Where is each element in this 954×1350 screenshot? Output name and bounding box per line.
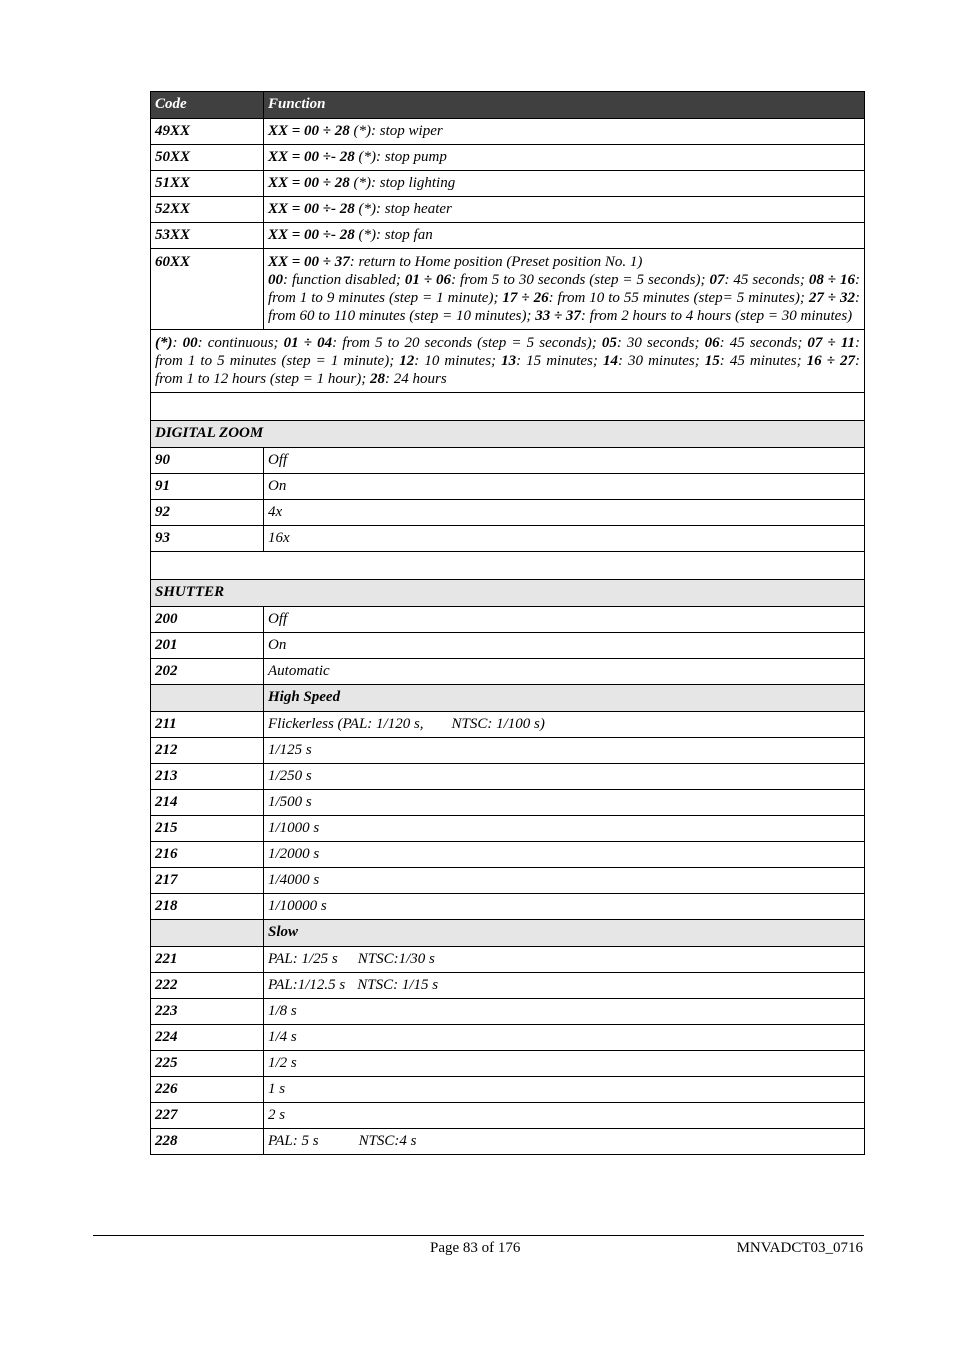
- row-value: 4x: [264, 500, 865, 526]
- value-text: : from 2 hours to 4 hours (step = 30 minutes): [580, 308, 853, 324]
- note-part: : 15 minutes;: [516, 353, 603, 369]
- note-part: : 45 minutes;: [719, 353, 807, 369]
- row-value: [264, 973, 865, 999]
- note-key: 07 ÷ 11: [807, 335, 856, 351]
- section-title: DIGITAL ZOOM: [151, 421, 865, 448]
- header-code: Code: [151, 92, 264, 119]
- note-key: 05: [601, 335, 617, 351]
- row-code: 50XX: [151, 145, 264, 171]
- section-shutter: [151, 580, 865, 607]
- row-value: 1/125 s: [264, 738, 865, 764]
- value-text: : 45 seconds;: [724, 272, 809, 288]
- note-part: : from 1 to 5 minutes (step = 1 minute);: [155, 335, 861, 369]
- row-code: 53XX: [151, 223, 264, 249]
- row-code: 211: [151, 712, 264, 738]
- value-key: 17 ÷ 26: [502, 290, 549, 306]
- row-value: 16x: [264, 526, 865, 552]
- subsection-blank: [151, 920, 264, 947]
- row-code: 215: [151, 816, 264, 842]
- value-text: : from 60 to 110 minutes (step = 10 minutes);: [268, 290, 860, 324]
- note-part: : from 1 to 12 hours (step = 1 hour);: [155, 353, 860, 387]
- value-key: 07: [709, 272, 725, 288]
- table-row: [151, 1077, 865, 1103]
- table-row: [151, 764, 865, 790]
- note-key: 14: [602, 353, 618, 369]
- subsection-title: Slow: [264, 920, 865, 947]
- value-text: : from 10 to 55 minutes (step= 5 minutes);: [548, 290, 809, 306]
- row-code: 51XX: [151, 171, 264, 197]
- table-row: [151, 659, 865, 685]
- note-part: : 30 minutes;: [617, 353, 705, 369]
- value-text: : from 5 to 30 seconds (step = 5 seconds);: [451, 272, 710, 288]
- row-code: 224: [151, 1025, 264, 1051]
- section-digital-zoom: [151, 421, 865, 448]
- row-value: 1/250 s: [264, 764, 865, 790]
- command-table: [150, 91, 865, 1155]
- note-part: : 30 seconds;: [616, 335, 705, 351]
- home-expr: XX = 00 ÷ 37: [268, 254, 350, 270]
- note-key: 13: [501, 353, 517, 369]
- row-function: [264, 145, 865, 171]
- row-value: On: [264, 633, 865, 659]
- subsection-high-speed: [151, 685, 865, 712]
- note-part: : continuous;: [197, 335, 284, 351]
- header-function: Function: [264, 92, 865, 119]
- row-code: 226: [151, 1077, 264, 1103]
- table-row: [151, 474, 865, 500]
- value-key: 33 ÷ 37: [535, 308, 581, 324]
- table-row: [151, 1103, 865, 1129]
- spacer-row: [151, 393, 865, 421]
- home-text: : return to Home position (Preset position No. 1): [349, 254, 643, 270]
- row-expr: XX = 00 ÷- 28: [268, 227, 355, 243]
- home-function: [264, 249, 865, 330]
- value-key: 00: [268, 272, 283, 288]
- note-key: 16 ÷ 27: [806, 353, 855, 369]
- table-row: [151, 973, 865, 999]
- row-code: 60XX: [151, 249, 264, 330]
- footer-divider: [93, 1235, 864, 1236]
- row-value: [264, 712, 865, 738]
- row-value: 1/500 s: [264, 790, 865, 816]
- row-code: 200: [151, 607, 264, 633]
- note-key: 15: [704, 353, 720, 369]
- table-row: [151, 119, 865, 145]
- ntsc-value: NTSC:1/30 s: [357, 951, 435, 967]
- row-code: 221: [151, 947, 264, 973]
- pal-value: Flickerless (PAL: 1/120 s,: [268, 716, 424, 732]
- row-value: 1/4000 s: [264, 868, 865, 894]
- row-value: 1/2000 s: [264, 842, 865, 868]
- note-part: :: [172, 335, 183, 351]
- row-code: 92: [151, 500, 264, 526]
- document-code: MNVADCT03_0716: [736, 1240, 863, 1256]
- pal-value: PAL: 1/25 s: [268, 951, 338, 967]
- note-key: 06: [704, 335, 720, 351]
- row-text: (*): stop pump: [354, 149, 447, 165]
- row-code: 213: [151, 764, 264, 790]
- row-code: 222: [151, 973, 264, 999]
- row-code: 93: [151, 526, 264, 552]
- table-row: [151, 197, 865, 223]
- pal-value: PAL:1/12.5 s: [268, 977, 346, 993]
- table-row: [151, 171, 865, 197]
- spacer-row: [151, 552, 865, 580]
- row-value: 2 s: [264, 1103, 865, 1129]
- row-code: 52XX: [151, 197, 264, 223]
- ntsc-value: NTSC:4 s: [358, 1133, 417, 1149]
- row-code: 225: [151, 1051, 264, 1077]
- note-key: 12: [399, 353, 415, 369]
- table-row: [151, 223, 865, 249]
- row-code: 202: [151, 659, 264, 685]
- table-row: [151, 868, 865, 894]
- table-row: [151, 894, 865, 920]
- table-row: [151, 738, 865, 764]
- row-expr: XX = 00 ÷ 28: [268, 175, 350, 191]
- ntsc-value: NTSC: 1/15 s: [357, 977, 439, 993]
- note-key: 00: [182, 335, 198, 351]
- row-code: 49XX: [151, 119, 264, 145]
- row-text: (*): stop lighting: [349, 175, 456, 191]
- row-value: 1/10000 s: [264, 894, 865, 920]
- row-value: 1 s: [264, 1077, 865, 1103]
- section-title: SHUTTER: [151, 580, 865, 607]
- subsection-slow: [151, 920, 865, 947]
- row-text: (*): stop fan: [354, 227, 433, 243]
- row-value: 1/4 s: [264, 1025, 865, 1051]
- note-row: [151, 330, 865, 393]
- row-code: 218: [151, 894, 264, 920]
- value-key: 01 ÷ 06: [404, 272, 452, 288]
- table-row: [151, 607, 865, 633]
- row-value: [264, 1129, 865, 1155]
- row-expr: XX = 00 ÷ 28: [268, 123, 350, 139]
- table-header: [151, 92, 865, 119]
- subsection-blank: [151, 685, 264, 712]
- page-number: Page 83 of 176: [430, 1240, 521, 1256]
- row-function: [264, 119, 865, 145]
- row-value: 1/2 s: [264, 1051, 865, 1077]
- value-text: : from 1 to 9 minutes (step = 1 minute);: [268, 272, 860, 306]
- row-value: Automatic: [264, 659, 865, 685]
- row-value: [264, 947, 865, 973]
- row-code: 228: [151, 1129, 264, 1155]
- note-part: : 45 seconds;: [719, 335, 808, 351]
- row-value: 1/8 s: [264, 999, 865, 1025]
- table-row: [151, 842, 865, 868]
- row-code: 201: [151, 633, 264, 659]
- row-expr: XX = 00 ÷- 28: [268, 201, 355, 217]
- table-row: [151, 448, 865, 474]
- row-code: 91: [151, 474, 264, 500]
- table-row: [151, 712, 865, 738]
- table-row: [151, 1051, 865, 1077]
- table-row: [151, 947, 865, 973]
- row-code: 227: [151, 1103, 264, 1129]
- table-row: [151, 633, 865, 659]
- table-row: [151, 1129, 865, 1155]
- table-row: [151, 1025, 865, 1051]
- row-code: 216: [151, 842, 264, 868]
- note-key: 28: [369, 371, 385, 387]
- note-key: 01 ÷ 04: [283, 335, 333, 351]
- row-function: [264, 223, 865, 249]
- row-value: Off: [264, 448, 865, 474]
- row-text: (*): stop heater: [354, 201, 452, 217]
- spacer-cell: [151, 393, 865, 421]
- note-key: (*): [155, 335, 173, 351]
- table-row: [151, 500, 865, 526]
- row-text: (*): stop wiper: [349, 123, 443, 139]
- value-text: : function disabled;: [283, 272, 405, 288]
- note-text: [151, 330, 865, 393]
- value-key: 27 ÷ 32: [808, 290, 855, 306]
- row-code: 90: [151, 448, 264, 474]
- row-function: [264, 171, 865, 197]
- subsection-title: High Speed: [264, 685, 865, 712]
- row-code: 212: [151, 738, 264, 764]
- table-row: [151, 999, 865, 1025]
- table-row: [151, 145, 865, 171]
- row-expr: XX = 00 ÷- 28: [268, 149, 355, 165]
- row-value: Off: [264, 607, 865, 633]
- note-part: : from 5 to 20 seconds (step = 5 seconds);: [332, 335, 602, 351]
- row-code: 217: [151, 868, 264, 894]
- home-position-row: [151, 249, 865, 330]
- row-value: 1/1000 s: [264, 816, 865, 842]
- pal-value: PAL: 5 s: [268, 1133, 319, 1149]
- table-row: [151, 816, 865, 842]
- row-function: [264, 197, 865, 223]
- spacer-cell: [151, 552, 865, 580]
- row-code: 214: [151, 790, 264, 816]
- row-code: 223: [151, 999, 264, 1025]
- table-row: [151, 526, 865, 552]
- ntsc-value: NTSC: 1/100 s): [451, 716, 545, 732]
- table-row: [151, 790, 865, 816]
- note-part: : 10 minutes;: [414, 353, 502, 369]
- value-key: 08 ÷ 16: [808, 272, 855, 288]
- note-part: : 24 hours: [384, 371, 447, 387]
- row-value: On: [264, 474, 865, 500]
